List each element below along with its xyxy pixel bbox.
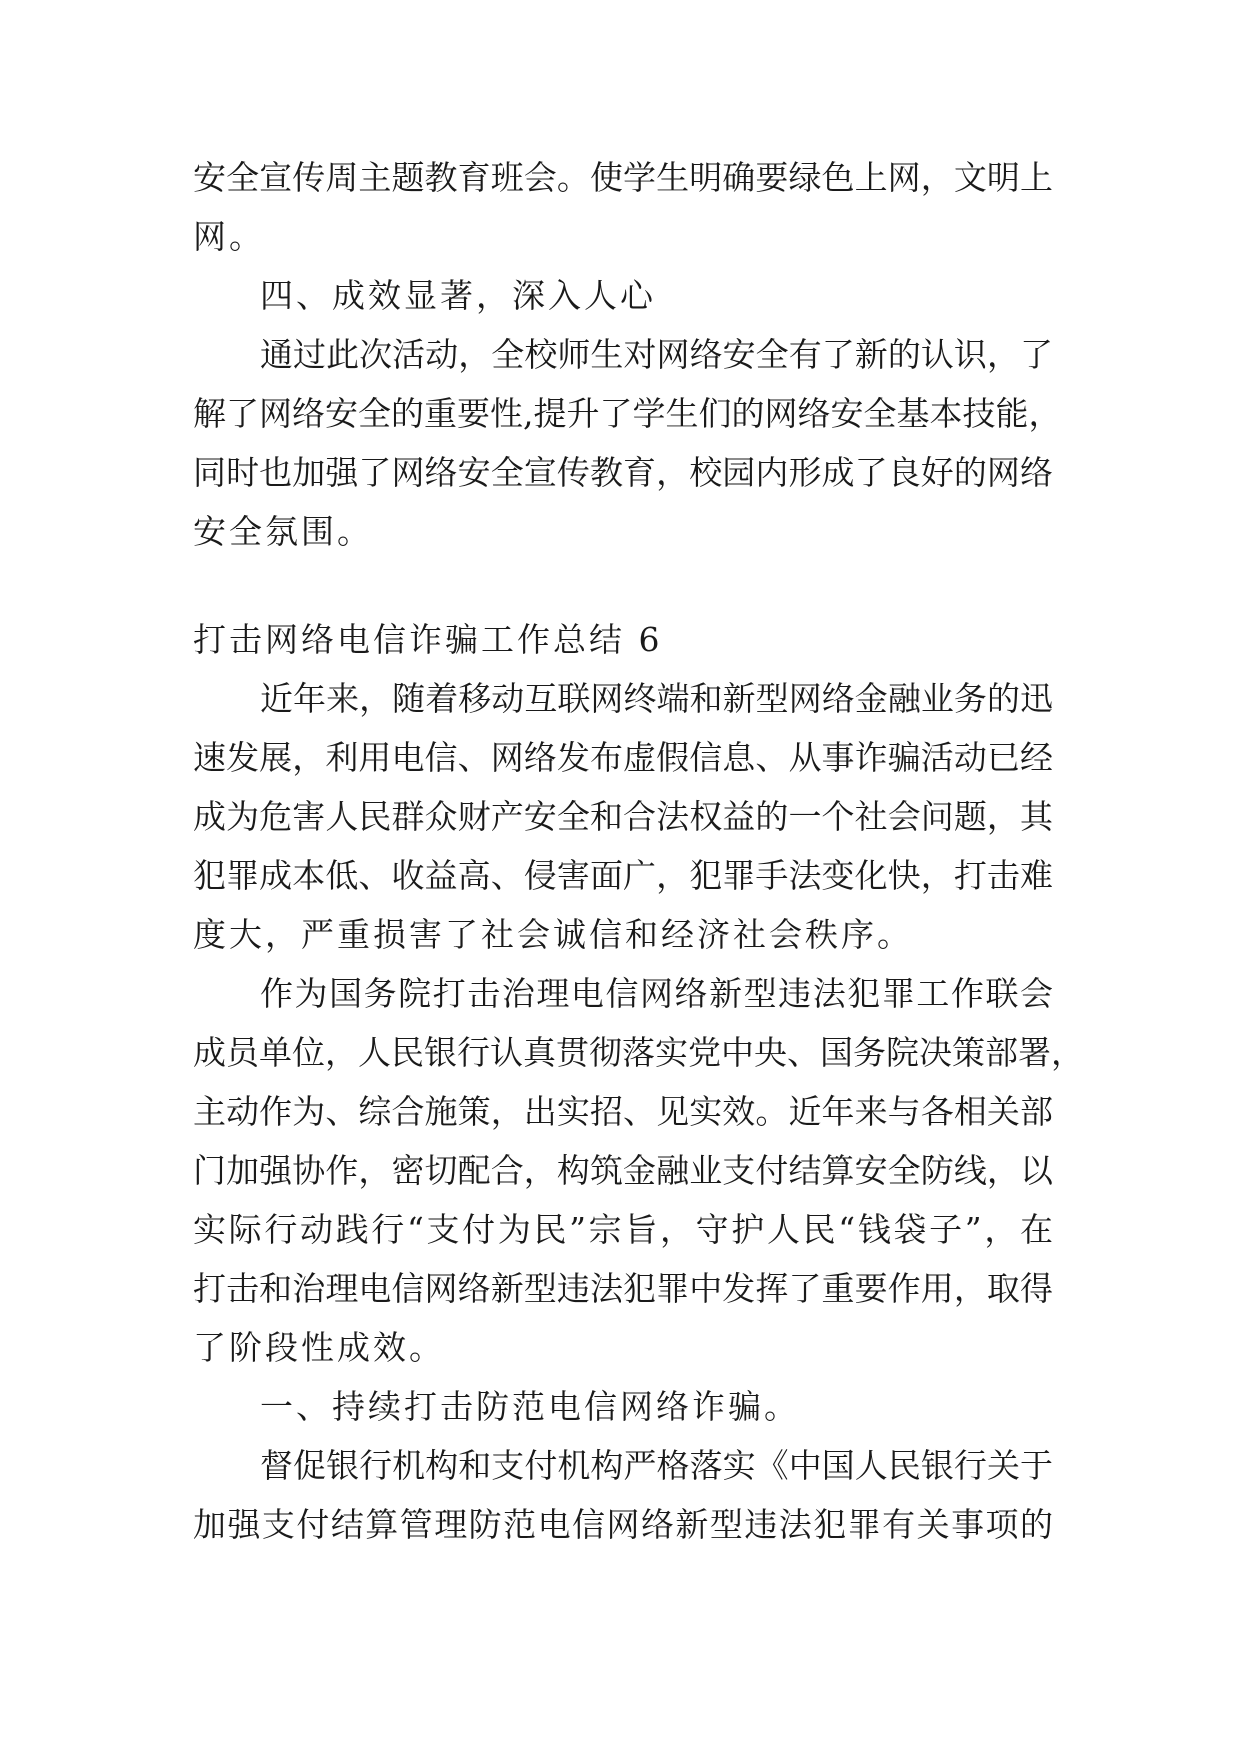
body-line: 网。 — [193, 217, 265, 256]
body-line: 同时也加强了网络安全宣传教育，校园内形成了良好的网络 — [193, 453, 1053, 492]
section-heading: 一、持续打击防范电信网络诈骗。 — [260, 1387, 800, 1426]
body-line: 加强支付结算管理防范电信网络新型违法犯罪有关事项的 — [193, 1505, 1053, 1544]
body-line: 速发展，利用电信、网络发布虚假信息、从事诈骗活动已经 — [193, 738, 1053, 777]
body-line: 督促银行机构和支付机构严格落实《中国人民银行关于 — [260, 1446, 1053, 1485]
body-line: 打击和治理电信网络新型违法犯罪中发挥了重要作用，取得 — [193, 1269, 1053, 1308]
body-line: 安全氛围。 — [193, 512, 373, 551]
body-line: 了阶段性成效。 — [193, 1328, 445, 1367]
section-heading: 四、成效显著，深入人心 — [260, 276, 656, 315]
body-line: 通过此次活动，全校师生对网络安全有了新的认识，了 — [260, 335, 1053, 374]
body-line: 实际行动践行“支付为民”宗旨，守护人民“钱袋子”，在 — [193, 1210, 1053, 1249]
body-line: 犯罪成本低、收益高、侵害面广，犯罪手法变化快，打击难 — [193, 856, 1053, 895]
body-line: 门加强协作，密切配合，构筑金融业支付结算安全防线，以 — [193, 1151, 1053, 1190]
body-line: 作为国务院打击治理电信网络新型违法犯罪工作联会 — [260, 974, 1053, 1013]
body-line: 解了网络安全的重要性,提升了学生们的网络安全基本技能， — [193, 394, 1062, 433]
body-line: 成员单位，人民银行认真贯彻落实党中央、国务院决策部署， — [193, 1033, 1084, 1072]
body-line: 近年来，随着移动互联网终端和新型网络金融业务的迅 — [260, 679, 1053, 718]
body-line: 度大，严重损害了社会诚信和经济社会秩序。 — [193, 915, 913, 954]
body-line: 安全宣传周主题教育班会。使学生明确要绿色上网，文明上 — [193, 158, 1053, 197]
body-line: 成为危害人民群众财产安全和合法权益的一个社会问题，其 — [193, 797, 1053, 836]
article-title: 打击网络电信诈骗工作总结 6 — [193, 620, 663, 659]
body-line: 主动作为、综合施策，出实招、见实效。近年来与各相关部 — [193, 1092, 1053, 1131]
